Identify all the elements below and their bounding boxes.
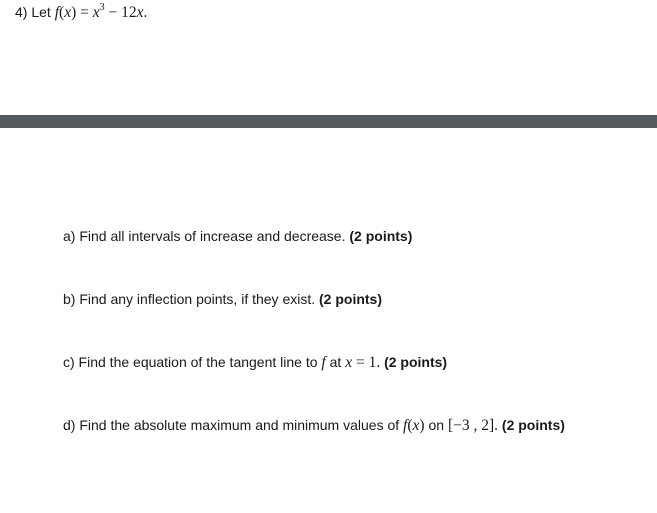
function-definition: $f(x) = x^3 - 12x$.	[54, 1, 148, 21]
question-d-on: on	[424, 417, 448, 433]
problem-statement	[15, 1, 148, 22]
question-c-at: at	[325, 354, 346, 370]
question-c	[63, 354, 447, 372]
question-b-text: b) Find any inflection points, if they exist.	[63, 291, 316, 307]
question-d	[63, 417, 565, 435]
question-d-function: f(x)	[403, 417, 425, 434]
question-d-text: d) Find the absolute maximum and minimum values of	[63, 417, 400, 433]
question-c-text: c) Find the equation of the tangent line to	[63, 354, 318, 370]
question-b	[63, 291, 382, 307]
problem-label: 4) Let	[15, 4, 51, 20]
question-a	[63, 228, 412, 244]
question-b-points: (2 points)	[319, 291, 383, 307]
section-divider	[0, 115, 657, 128]
question-d-interval: [−3 , 2].	[447, 417, 499, 434]
question-c-equation: x = 1.	[345, 354, 381, 371]
question-d-points: (2 points)	[501, 417, 565, 433]
question-c-points: (2 points)	[384, 354, 448, 370]
question-a-text: a) Find all intervals of increase and decrease.	[63, 228, 346, 244]
question-c-f: f	[321, 354, 326, 371]
question-a-points: (2 points)	[349, 228, 413, 244]
